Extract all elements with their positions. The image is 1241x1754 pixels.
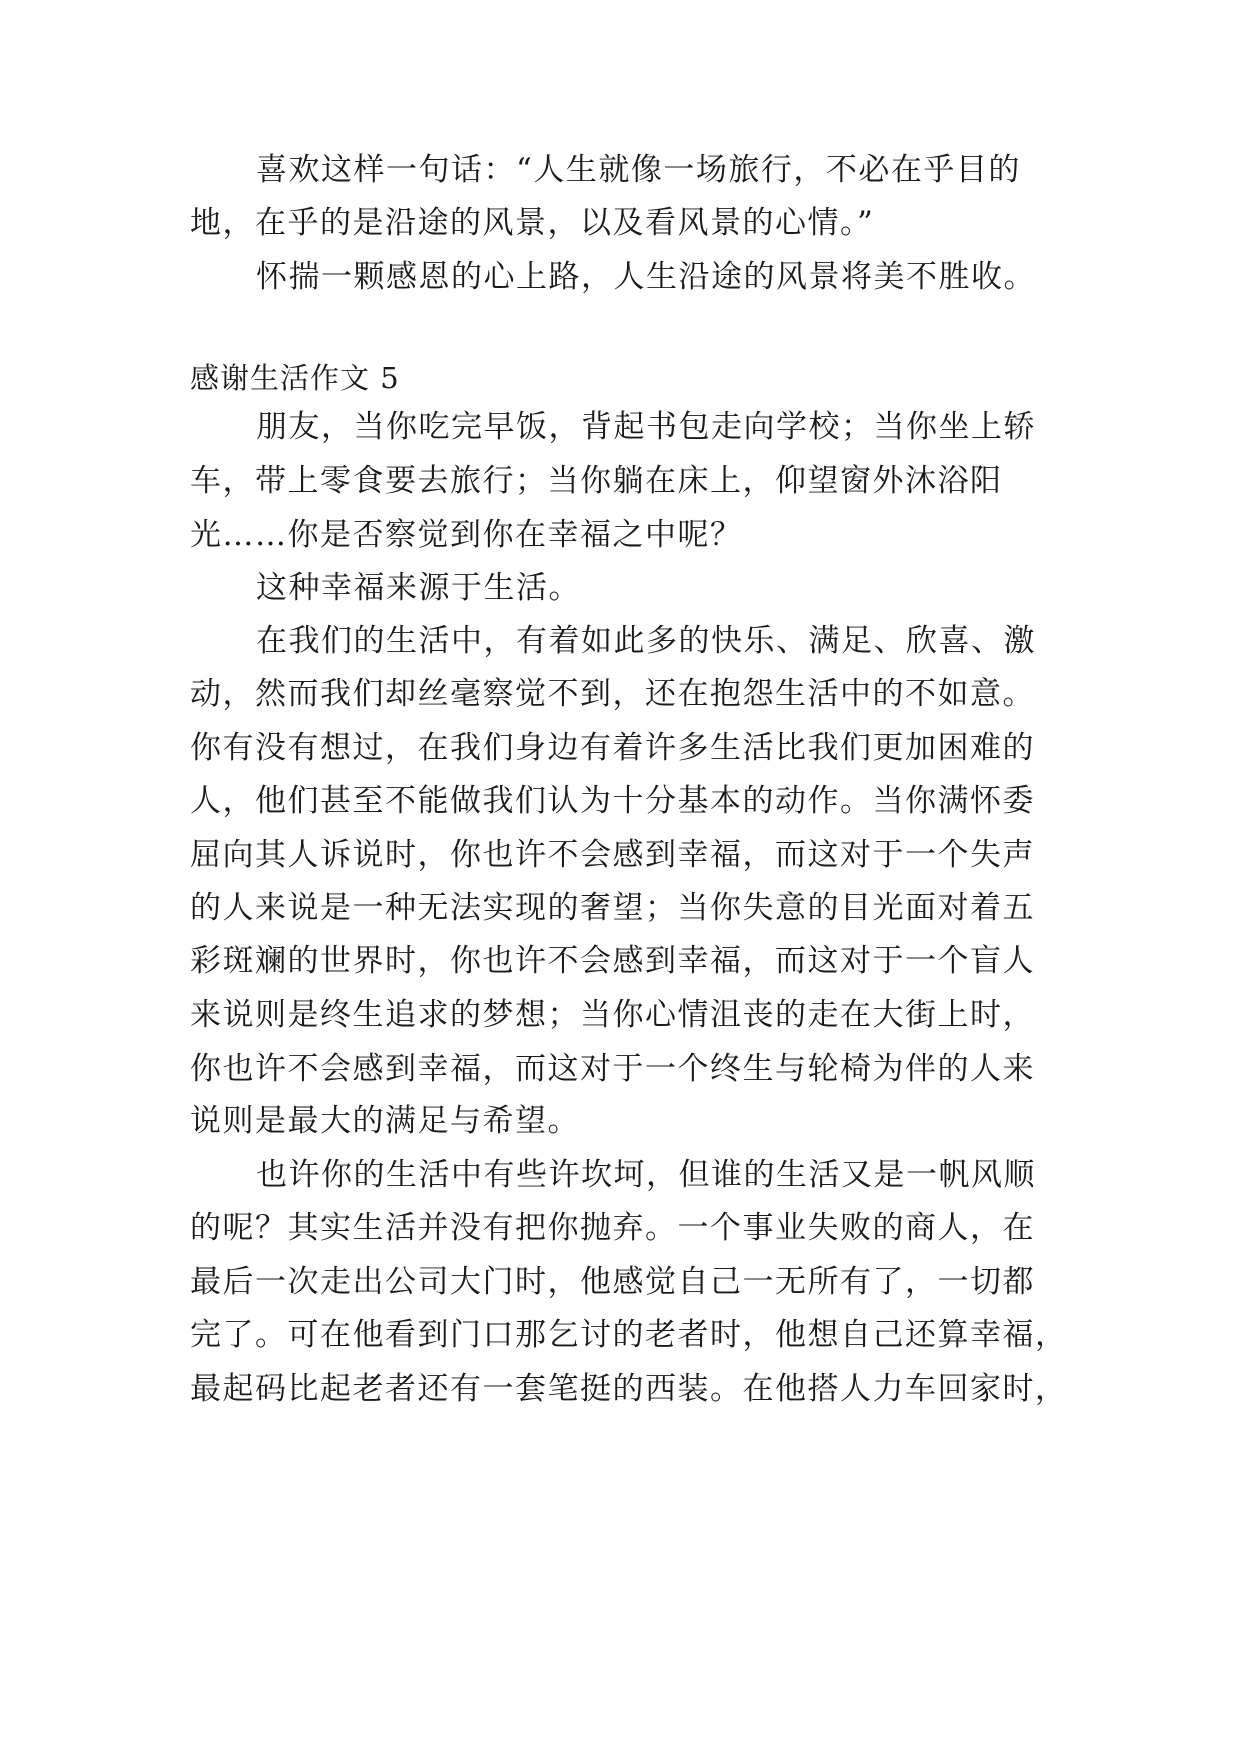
paragraph-line: 喜欢这样一句话：“人生就像一场旅行，不必在乎目的 xyxy=(256,152,1021,188)
paragraph-line: 你有没有想过，在我们身边有着许多生活比我们更加困难的 xyxy=(190,730,1035,766)
paragraph-line: 在我们的生活中，有着如此多的快乐、满足、欣喜、激 xyxy=(256,623,1036,659)
paragraph-line: 光……你是否察觉到你在幸福之中呢？ xyxy=(190,517,743,553)
paragraph-line: 也许你的生活中有些许坎坷，但谁的生活又是一帆风顺 xyxy=(256,1157,1036,1193)
paragraph-line: 朋友，当你吃完早饭，背起书包走向学校；当你坐上轿 xyxy=(256,409,1036,445)
paragraph-line: 来说则是终生追求的梦想；当你心情沮丧的走在大街上时， xyxy=(190,997,1035,1033)
paragraph-line: 人，他们甚至不能做我们认为十分基本的动作。当你满怀委 xyxy=(190,783,1035,819)
paragraph-line: 的呢？其实生活并没有把你抛弃。一个事业失败的商人，在 xyxy=(190,1210,1035,1246)
paragraph-line: 地，在乎的是沿途的风景，以及看风景的心情。” xyxy=(190,205,875,241)
paragraph-line: 你也许不会感到幸福，而这对于一个终生与轮椅为伴的人来 xyxy=(190,1051,1035,1087)
section-title: 感谢生活作文 5 xyxy=(190,361,400,395)
paragraph-line: 车，带上零食要去旅行；当你躺在床上，仰望窗外沐浴阳 xyxy=(190,463,1003,499)
paragraph-line: 动，然而我们却丝毫察觉不到，还在抱怨生活中的不如意。 xyxy=(190,676,1035,712)
paragraph-line: 完了。可在他看到门口那乞讨的老者时，他想自己还算幸福， xyxy=(190,1317,1068,1353)
paragraph-line: 怀揣一颗感恩的心上路，人生沿途的风景将美不胜收。 xyxy=(256,259,1036,295)
paragraph-line: 说则是最大的满足与希望。 xyxy=(190,1103,580,1139)
paragraph-line: 最起码比起老者还有一套笔挺的西装。在他搭人力车回家时， xyxy=(190,1371,1068,1407)
paragraph-line: 屈向其人诉说时，你也许不会感到幸福，而这对于一个失声 xyxy=(190,837,1035,873)
paragraph-line: 这种幸福来源于生活。 xyxy=(256,570,581,606)
paragraph-line: 最后一次走出公司大门时，他感觉自己一无所有了，一切都 xyxy=(190,1264,1035,1300)
paragraph-line: 彩斑斓的世界时，你也许不会感到幸福，而这对于一个盲人 xyxy=(190,943,1035,979)
paragraph-line: 的人来说是一种无法实现的奢望；当你失意的目光面对着五 xyxy=(190,890,1035,926)
